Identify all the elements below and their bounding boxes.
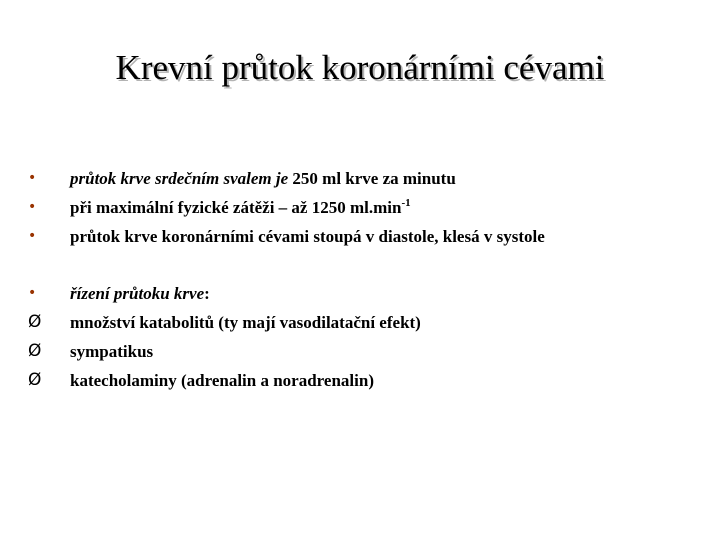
arrow-bullet-icon: Ø — [28, 341, 42, 361]
item-text: : — [204, 284, 210, 303]
item-text: průtok krve koronárními cévami stoupá v diastole, klesá v systole — [70, 227, 545, 246]
item-superscript: -1 — [401, 197, 411, 209]
item-text: sympatikus — [70, 342, 154, 361]
bullet-dot-icon: • — [28, 199, 37, 215]
item-text: množství katabolitů (ty mají vasodilatační efekt) — [70, 313, 421, 332]
bullet-dot-icon: • — [28, 228, 37, 244]
item-text: katecholaminy (adrenalin a noradrenalin) — [70, 371, 374, 390]
item-text: při maximální fyzické zátěži – až 1250 ml.min — [70, 198, 402, 217]
item-text: 250 ml krve za minutu — [288, 169, 456, 188]
arrow-bullet-icon: Ø — [28, 370, 42, 390]
arrow-bullet-icon: Ø — [28, 312, 42, 332]
item-italic-text: průtok krve srdečním svalem je — [70, 169, 289, 188]
slide-title: Krevní průtok koronárními cévami — [115, 48, 605, 87]
item-italic-text: řízení průtoku krve — [70, 284, 205, 303]
bullet-dot-icon: • — [28, 170, 37, 186]
bullet-dot-icon: • — [28, 285, 37, 301]
